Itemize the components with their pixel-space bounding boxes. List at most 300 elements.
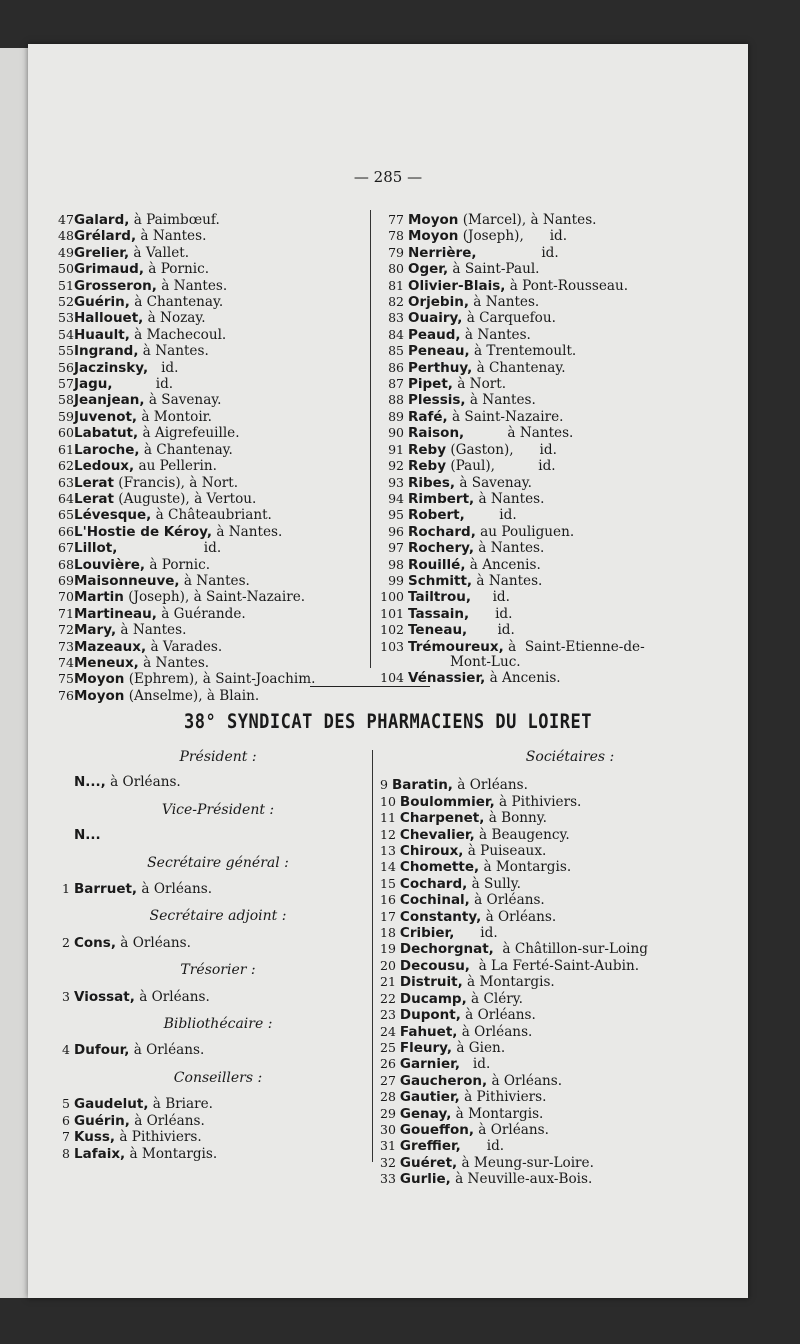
entry-number: 5 bbox=[62, 1096, 70, 1112]
entry-location: à Trentemoult. bbox=[469, 343, 577, 360]
entry-location: à Meung-sur-Loire. bbox=[457, 1154, 594, 1171]
entry-name: Tailtrou, bbox=[408, 589, 471, 606]
entry-name: Perthuy, bbox=[408, 359, 473, 376]
entry-name: N..., bbox=[74, 774, 106, 791]
list-item bbox=[58, 655, 378, 671]
entry-name: Reby bbox=[408, 458, 447, 475]
list-item bbox=[60, 775, 376, 790]
list-item bbox=[58, 622, 378, 638]
entry-name: Rochard, bbox=[408, 523, 476, 540]
entry-location: à Saint-Etienne-de- bbox=[503, 638, 645, 655]
entry-location: Mont-Luc. bbox=[450, 653, 521, 670]
entry-name: Lévesque, bbox=[74, 507, 152, 524]
entry-name: Oger, bbox=[408, 261, 449, 278]
entry-number: 54 bbox=[58, 326, 74, 342]
entry-name: Cochard, bbox=[399, 875, 468, 892]
entry-name: Nerrière, bbox=[408, 244, 477, 261]
entry-number: 50 bbox=[58, 261, 74, 277]
entry-name: Labatut, bbox=[74, 425, 139, 442]
entry-location: à Nantes. bbox=[138, 654, 210, 671]
list-item bbox=[380, 1171, 720, 1187]
entry-location: à Puiseaux. bbox=[463, 843, 547, 860]
entry-number: 52 bbox=[58, 294, 74, 310]
entry-number: 2 bbox=[62, 934, 70, 950]
entry-number: 32 bbox=[380, 1154, 396, 1170]
entry-number: 71 bbox=[58, 605, 74, 621]
entry-number: 70 bbox=[58, 589, 74, 605]
entry-name: Gaudelut, bbox=[74, 1096, 149, 1113]
entry-number: 80 bbox=[388, 261, 404, 277]
entry-number: 65 bbox=[58, 507, 74, 523]
entry-name: Laroche, bbox=[74, 441, 140, 458]
entry-name: Gurlie, bbox=[399, 1171, 451, 1188]
entry-number: 30 bbox=[380, 1121, 396, 1137]
list-item bbox=[380, 876, 720, 892]
list-item bbox=[60, 1096, 376, 1112]
list-item bbox=[380, 310, 720, 326]
entry-location: à Beaugency. bbox=[474, 826, 570, 843]
entry-name: Boulommier, bbox=[399, 793, 495, 810]
entry-name: Genay, bbox=[399, 1105, 452, 1122]
list-item bbox=[58, 327, 378, 343]
entry-location: (Auguste), à Vertou. bbox=[113, 490, 257, 507]
entry-number: 53 bbox=[58, 310, 74, 326]
list-item bbox=[380, 425, 720, 441]
entry-number: 84 bbox=[388, 326, 404, 342]
list-item bbox=[380, 794, 720, 810]
list-item bbox=[58, 524, 378, 540]
entry-name: Hallouet, bbox=[74, 310, 144, 327]
entry-name: Chevalier, bbox=[399, 826, 475, 843]
entry-number: 26 bbox=[380, 1056, 396, 1072]
entry-location: à Montargis. bbox=[451, 1105, 544, 1122]
list-item bbox=[58, 343, 378, 359]
entry-number: 68 bbox=[58, 556, 74, 572]
entry-name: Jaczinsky, bbox=[74, 359, 149, 376]
list-item bbox=[60, 989, 376, 1005]
entry-name: Chiroux, bbox=[399, 843, 464, 860]
entry-number: 55 bbox=[58, 343, 74, 359]
entry-number: 31 bbox=[380, 1138, 396, 1154]
list-item bbox=[380, 827, 720, 843]
entry-name: Peneau, bbox=[408, 343, 470, 360]
entry-number: 14 bbox=[380, 859, 396, 875]
entry-name: Fleury, bbox=[399, 1039, 453, 1056]
list-item bbox=[380, 991, 720, 1007]
entry-location: à La Ferté-Saint-Aubin. bbox=[469, 957, 640, 974]
entry-number: 77 bbox=[388, 212, 404, 227]
entry-location: id. bbox=[464, 507, 517, 524]
list-item bbox=[380, 925, 720, 941]
entry-name: Moyon bbox=[408, 212, 459, 228]
entry-location: à Chantenay. bbox=[472, 359, 566, 376]
list-item bbox=[380, 670, 720, 686]
entry-location: à Nantes. bbox=[136, 228, 207, 245]
list-item bbox=[58, 278, 378, 294]
list-item bbox=[60, 1129, 376, 1145]
entry-name: Raison, bbox=[408, 425, 465, 442]
list-item bbox=[380, 639, 720, 655]
entry-name: Ducamp, bbox=[399, 990, 467, 1007]
entry-location: (Paul), id. bbox=[446, 458, 556, 475]
entry-number: 72 bbox=[58, 622, 74, 638]
entry-location: à Chantenay. bbox=[129, 294, 224, 311]
entry-number: 63 bbox=[58, 474, 74, 490]
list-item bbox=[380, 1155, 720, 1171]
entry-number: 94 bbox=[388, 490, 404, 506]
list-item bbox=[380, 442, 720, 458]
entry-location: au Pouliguen. bbox=[475, 523, 575, 540]
entry-name: Maisonneuve, bbox=[74, 572, 180, 589]
entry-name: Martineau, bbox=[74, 605, 157, 622]
entry-number: 66 bbox=[58, 523, 74, 539]
entry-number: 99 bbox=[388, 572, 404, 588]
list-item bbox=[58, 294, 378, 310]
section-rule bbox=[310, 686, 430, 687]
entry-number: 47 bbox=[58, 212, 74, 227]
entry-name: Plessis, bbox=[408, 392, 466, 409]
list-item bbox=[380, 524, 720, 540]
entry-number: 1 bbox=[62, 881, 70, 897]
entry-name: Fahuet, bbox=[399, 1023, 458, 1040]
entry-name: Ingrand, bbox=[74, 343, 139, 360]
entry-number: 8 bbox=[62, 1145, 70, 1161]
entry-number: 49 bbox=[58, 244, 74, 260]
entry-location: à Savenay. bbox=[455, 474, 532, 491]
entry-number: 85 bbox=[388, 343, 404, 359]
list-item bbox=[380, 261, 720, 277]
entry-location: à Varades. bbox=[146, 638, 223, 655]
entry-location: à Vallet. bbox=[129, 244, 190, 261]
entry-number: 9 bbox=[380, 777, 388, 793]
entry-number: 13 bbox=[380, 843, 396, 859]
entry-number: 103 bbox=[380, 638, 404, 654]
entry-number: 83 bbox=[388, 310, 404, 326]
entry-location: à Sully. bbox=[467, 875, 521, 892]
entry-location: à Orléans. bbox=[457, 1023, 533, 1040]
entry-location: (Anselme), à Blain. bbox=[124, 687, 260, 704]
entry-name: Orjebin, bbox=[408, 294, 469, 311]
entry-name: Cochinal, bbox=[399, 892, 470, 909]
entry-number: 48 bbox=[58, 228, 74, 244]
entry-name: Schmitt, bbox=[408, 572, 473, 589]
entry-name: Kuss, bbox=[74, 1129, 116, 1146]
entry-number: 86 bbox=[388, 359, 404, 375]
entry-name: Gautier, bbox=[399, 1089, 460, 1106]
list-item bbox=[380, 1106, 720, 1122]
entry-number: 15 bbox=[380, 875, 396, 891]
entry-location: à Nantes. bbox=[138, 343, 209, 360]
list-item bbox=[380, 573, 720, 589]
list-item bbox=[58, 409, 378, 425]
entry-location: à Bonny. bbox=[484, 810, 547, 827]
entry-name: Moyon bbox=[74, 671, 125, 688]
entry-name: Ouairy, bbox=[408, 310, 463, 327]
list-item bbox=[380, 1138, 720, 1154]
entry-name: Goueffon, bbox=[399, 1121, 474, 1138]
entry-name: Rafé, bbox=[408, 408, 448, 425]
entry-number: 23 bbox=[380, 1007, 396, 1023]
entry-name: Louvière, bbox=[74, 556, 146, 573]
list-item bbox=[380, 557, 720, 573]
list-item bbox=[380, 1024, 720, 1040]
list-item bbox=[58, 606, 378, 622]
entry-name: Olivier-Blais, bbox=[408, 277, 506, 294]
entry-number: 18 bbox=[380, 925, 396, 941]
list-item bbox=[58, 360, 378, 376]
list-item bbox=[380, 245, 720, 261]
entry-location: à Orléans. bbox=[134, 988, 210, 1005]
entry-name: Cribier, bbox=[399, 925, 455, 942]
entry-name: Trémoureux, bbox=[408, 638, 504, 655]
entry-location: id. bbox=[460, 1138, 505, 1155]
list-item bbox=[380, 892, 720, 908]
entry-location: à Chantenay. bbox=[139, 441, 233, 458]
societaires-title: Sociétaires : bbox=[525, 749, 615, 765]
entry-name: Reby bbox=[408, 441, 447, 458]
entry-location: (Ephrem), à Saint-Joachim. bbox=[124, 671, 316, 688]
entry-location: à Briare. bbox=[148, 1096, 214, 1113]
entry-name: Garnier, bbox=[399, 1056, 460, 1073]
entry-name: Robert, bbox=[408, 507, 465, 524]
entry-location: id. bbox=[454, 925, 498, 942]
list-item bbox=[60, 1113, 376, 1129]
entry-name: Mazeaux, bbox=[74, 638, 147, 655]
entry-name: Jagu, bbox=[74, 376, 113, 393]
entry-number: 97 bbox=[388, 540, 404, 556]
entry-location: à Pont-Rousseau. bbox=[505, 277, 629, 294]
entry-location: (Gaston), id. bbox=[446, 441, 557, 458]
entry-number: 28 bbox=[380, 1089, 396, 1105]
list-item bbox=[380, 777, 720, 793]
entry-location: à Orléans. bbox=[452, 777, 528, 794]
entry-location: à Orléans. bbox=[469, 892, 545, 909]
entry-location: à Paimbœuf. bbox=[129, 212, 220, 228]
list-item bbox=[380, 228, 720, 244]
entry-number: 78 bbox=[388, 228, 404, 244]
entry-name: Grélard, bbox=[74, 228, 137, 245]
role-title: Conseillers : bbox=[173, 1069, 263, 1086]
entry-location: à Montargis. bbox=[462, 974, 555, 991]
entry-location: à Nantes. bbox=[474, 490, 545, 507]
entry-name: Cons, bbox=[74, 934, 116, 951]
entry-number: 88 bbox=[388, 392, 404, 408]
list-item bbox=[380, 343, 720, 359]
entry-name: Barruet, bbox=[74, 881, 138, 898]
entry-number: 17 bbox=[380, 908, 396, 924]
entry-number: 101 bbox=[380, 605, 404, 621]
entry-location: à Orléans. bbox=[473, 1121, 549, 1138]
entry-location: à Gien. bbox=[452, 1039, 506, 1056]
role-title: Secrétaire adjoint : bbox=[149, 908, 287, 925]
list-item bbox=[380, 622, 720, 638]
entry-location: id. bbox=[459, 1056, 491, 1073]
entry-location: id. bbox=[469, 605, 513, 622]
entry-location: à Orléans. bbox=[129, 1112, 205, 1129]
list-item bbox=[380, 958, 720, 974]
entry-number: 104 bbox=[380, 670, 404, 686]
entry-name: Peaud, bbox=[408, 326, 461, 343]
entry-number: 11 bbox=[380, 810, 396, 826]
entry-number: 92 bbox=[388, 458, 404, 474]
entry-name: Dechorgnat, bbox=[399, 941, 494, 958]
entry-name: Moyon bbox=[408, 228, 459, 245]
entry-number: 6 bbox=[62, 1112, 70, 1128]
entry-location: id. bbox=[112, 376, 174, 393]
entry-name: Mary, bbox=[74, 622, 117, 639]
entry-name: Viossat, bbox=[74, 988, 135, 1005]
entry-name: Tassain, bbox=[408, 605, 470, 622]
entry-location: à Nantes. bbox=[460, 326, 531, 343]
entry-location: à Nozay. bbox=[143, 310, 206, 327]
list-item bbox=[60, 881, 376, 897]
entry-location: à Montargis. bbox=[125, 1145, 218, 1162]
entry-number: 100 bbox=[380, 589, 404, 605]
entry-location: à Orléans. bbox=[460, 1007, 536, 1024]
entry-location: id. bbox=[476, 244, 559, 261]
list-item bbox=[58, 228, 378, 244]
entry-name: Ledoux, bbox=[74, 458, 135, 475]
entry-number: 10 bbox=[380, 793, 396, 809]
entry-number: 25 bbox=[380, 1039, 396, 1055]
entry-number: 81 bbox=[388, 277, 404, 293]
list-item bbox=[380, 655, 720, 670]
entry-location: à Montargis. bbox=[479, 859, 572, 876]
entry-location: à Aigrefeuille. bbox=[138, 425, 240, 442]
list-item bbox=[58, 376, 378, 392]
entry-number: 87 bbox=[388, 376, 404, 392]
entry-number: 16 bbox=[380, 892, 396, 908]
entry-name: Jeanjean, bbox=[74, 392, 145, 409]
entry-location: à Nantes. bbox=[464, 425, 574, 442]
entry-name: Charpenet, bbox=[399, 810, 485, 827]
entry-location: à Cléry. bbox=[466, 990, 523, 1007]
entry-location: à Pornic. bbox=[145, 556, 211, 573]
entry-name: Lafaix, bbox=[74, 1145, 126, 1162]
entry-number: 93 bbox=[388, 474, 404, 490]
entry-name: L'Hostie de Kéroy, bbox=[74, 523, 212, 540]
entry-location: à Ancenis. bbox=[465, 556, 541, 573]
column-divider bbox=[370, 210, 371, 668]
list-item bbox=[58, 573, 378, 589]
list-item bbox=[58, 310, 378, 326]
bureau-list bbox=[60, 750, 376, 1162]
list-item bbox=[58, 475, 378, 491]
list-item bbox=[58, 491, 378, 507]
entry-location: à Orléans. bbox=[105, 774, 181, 791]
list-item bbox=[380, 376, 720, 392]
entry-location: à Nantes. bbox=[156, 277, 228, 294]
list-item bbox=[380, 606, 720, 622]
societaires-list bbox=[380, 750, 720, 1188]
list-item bbox=[380, 589, 720, 605]
list-item bbox=[60, 935, 376, 951]
entry-number: 82 bbox=[388, 294, 404, 310]
entry-name: Lerat bbox=[74, 490, 114, 507]
entry-location: à Machecoul. bbox=[129, 326, 227, 343]
entry-name: Lillot, bbox=[74, 540, 118, 557]
entry-name: Guérin, bbox=[74, 1112, 130, 1129]
entry-name: Meneux, bbox=[74, 654, 139, 671]
entry-number: 24 bbox=[380, 1023, 396, 1039]
list-item bbox=[58, 688, 378, 704]
list-item bbox=[58, 639, 378, 655]
entry-number: 64 bbox=[58, 490, 74, 506]
entry-location: à Châtillon-sur-Loing bbox=[493, 941, 648, 958]
entry-name: Teneau, bbox=[408, 622, 468, 639]
list-item bbox=[58, 212, 378, 228]
role-title: Secrétaire général : bbox=[147, 854, 289, 871]
column-divider bbox=[372, 750, 373, 1162]
member-list-right bbox=[380, 212, 720, 687]
entry-name: Distruit, bbox=[399, 974, 463, 991]
role-title: Président : bbox=[179, 749, 257, 765]
entry-location: id. bbox=[117, 540, 222, 557]
entry-number: 7 bbox=[62, 1129, 70, 1145]
entry-number: 27 bbox=[380, 1072, 396, 1088]
entry-name: Grosseron, bbox=[74, 277, 157, 294]
entry-number: 74 bbox=[58, 654, 74, 670]
entry-location: à Châteaubriant. bbox=[151, 507, 272, 524]
entry-number: 69 bbox=[58, 572, 74, 588]
entry-number: 12 bbox=[380, 826, 396, 842]
entry-number: 76 bbox=[58, 687, 74, 703]
entry-location: à Saint-Nazaire. bbox=[447, 408, 564, 425]
book-page bbox=[28, 44, 748, 1298]
list-item bbox=[380, 1007, 720, 1023]
entry-number: 20 bbox=[380, 957, 396, 973]
entry-number: 29 bbox=[380, 1105, 396, 1121]
list-item bbox=[58, 245, 378, 261]
entry-number: 51 bbox=[58, 277, 74, 293]
list-item bbox=[380, 1056, 720, 1072]
entry-number: 62 bbox=[58, 458, 74, 474]
entry-location: id. bbox=[467, 622, 515, 639]
entry-number: 59 bbox=[58, 408, 74, 424]
entry-location: (Francis), à Nort. bbox=[113, 474, 239, 491]
entry-location: à Nantes. bbox=[116, 622, 187, 639]
entry-name: Gaucheron, bbox=[399, 1072, 488, 1089]
entry-location: à Montoir. bbox=[137, 408, 212, 425]
list-item bbox=[380, 507, 720, 523]
entry-location: à Nantes. bbox=[179, 572, 250, 589]
list-item bbox=[380, 278, 720, 294]
entry-location: à Nantes. bbox=[473, 540, 545, 557]
list-item bbox=[380, 1040, 720, 1056]
entry-location: à Pithiviers. bbox=[494, 793, 582, 810]
list-item bbox=[380, 1089, 720, 1105]
entry-number: 75 bbox=[58, 671, 74, 687]
entry-name: Rimbert, bbox=[408, 490, 475, 507]
entry-name: Decousu, bbox=[399, 957, 470, 974]
entry-name: Rochery, bbox=[408, 540, 474, 557]
list-item bbox=[58, 540, 378, 556]
list-item bbox=[380, 458, 720, 474]
entry-name: Martin bbox=[74, 589, 124, 606]
entry-number: 21 bbox=[380, 974, 396, 990]
entry-location: à Nantes. bbox=[212, 523, 283, 540]
entry-number: 3 bbox=[62, 988, 70, 1004]
entry-name: Lerat bbox=[74, 474, 114, 491]
list-item bbox=[380, 409, 720, 425]
list-item bbox=[58, 442, 378, 458]
entry-number: 4 bbox=[62, 1042, 70, 1058]
list-item bbox=[380, 392, 720, 408]
entry-location: à Nantes. bbox=[472, 572, 543, 589]
entry-number: 57 bbox=[58, 376, 74, 392]
entry-number: 33 bbox=[380, 1171, 396, 1187]
entry-location: à Nantes. bbox=[468, 294, 540, 311]
